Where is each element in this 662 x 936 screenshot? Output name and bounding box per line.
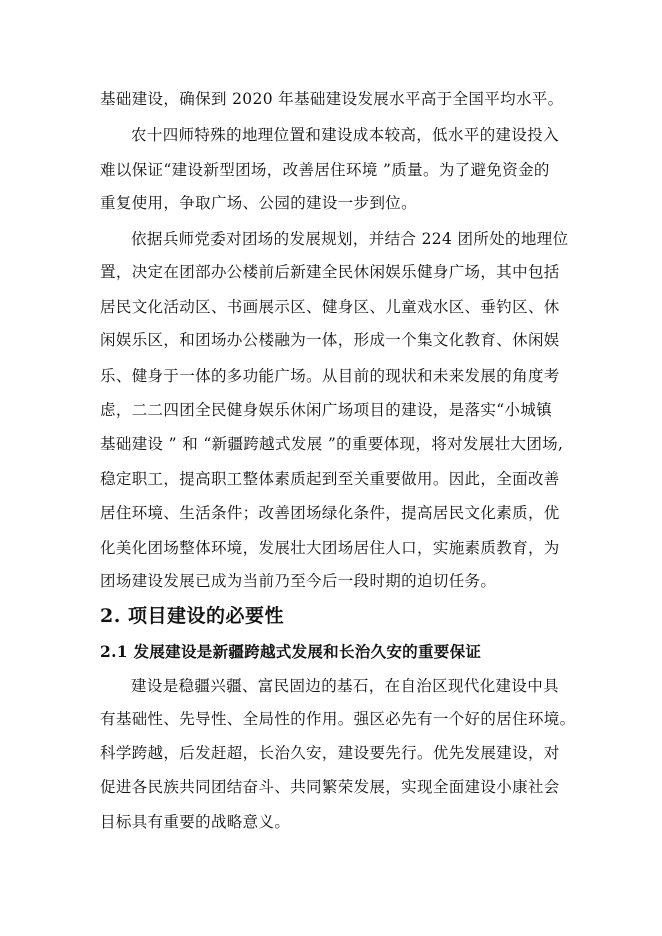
paragraph-line: 目标具有重要的战略意义。 (100, 813, 291, 831)
paragraph-line: 重复使用，争取广场、公园的建设一步到位。 (100, 194, 418, 212)
paragraph-line: 居住环境、生活条件；改善团场绿化条件，提高居民文化素质，优 (100, 504, 560, 522)
paragraph-line: 科学跨越，后发赶超，长治久安，建设要先行。优先发展建设，对 (100, 744, 560, 762)
paragraph-line: 基础建设，确保到 2020 年基础建设发展水平高于全国平均水平。 (100, 90, 564, 108)
subsection-heading: 2.1 发展建设是新疆跨越式发展和长治久安的重要保证 (100, 642, 482, 661)
paragraph-line: 置，决定在团部办公楼前后新建全民休闲娱乐健身广场，其中包括 (100, 263, 560, 281)
paragraph-line: 基础建设 ” 和 “新疆跨越式发展 ”的重要体现，将对发展壮大团场, (100, 435, 564, 453)
paragraph-line: 依据兵师党委对团场的发展规划，并结合 224 团所处的地理位 (131, 230, 569, 248)
paragraph-line: 团场建设发展已成为当前乃至今后一段时期的迫切任务。 (100, 572, 497, 590)
paragraph-line: 难以保证“建设新型团场，改善居住环境 ”质量。为了避免资金的 (100, 161, 550, 179)
paragraph-line: 稳定职工，提高职工整体素质起到至关重要做用。因此，全面改善 (100, 470, 560, 488)
paragraph-line: 乐、健身于一体的多功能广场。从目前的现状和未来发展的角度考 (100, 367, 560, 385)
paragraph-line: 化美化团场整体环境，发展壮大团场居住人口，实施素质教育，为 (100, 539, 560, 557)
paragraph-line: 农十四师特殊的地理位置和建设成本较高，低水平的建设投入 (131, 126, 559, 144)
paragraph-line: 促进各民族共同团结奋斗、共同繁荣发展，实现全面建设小康社会 (100, 778, 560, 796)
paragraph-line: 居民文化活动区、书画展示区、健身区、儿童戏水区、垂钓区、休 (100, 298, 560, 316)
section-heading: 2. 项目建设的必要性 (100, 605, 284, 627)
paragraph-line: 建设是稳疆兴疆、富民固边的基石，在自治区现代化建设中具 (131, 677, 559, 695)
paragraph-line: 虑，二二四团全民健身娱乐休闲广场项目的建设，是落实“小城镇 (100, 401, 553, 419)
paragraph-line: 有基础性、先导性、全局性的作用。强区必先有一个好的居住环境。 (100, 710, 576, 728)
paragraph-line: 闲娱乐区，和团场办公楼融为一体，形成一个集文化教育、休闲娱 (100, 331, 560, 349)
